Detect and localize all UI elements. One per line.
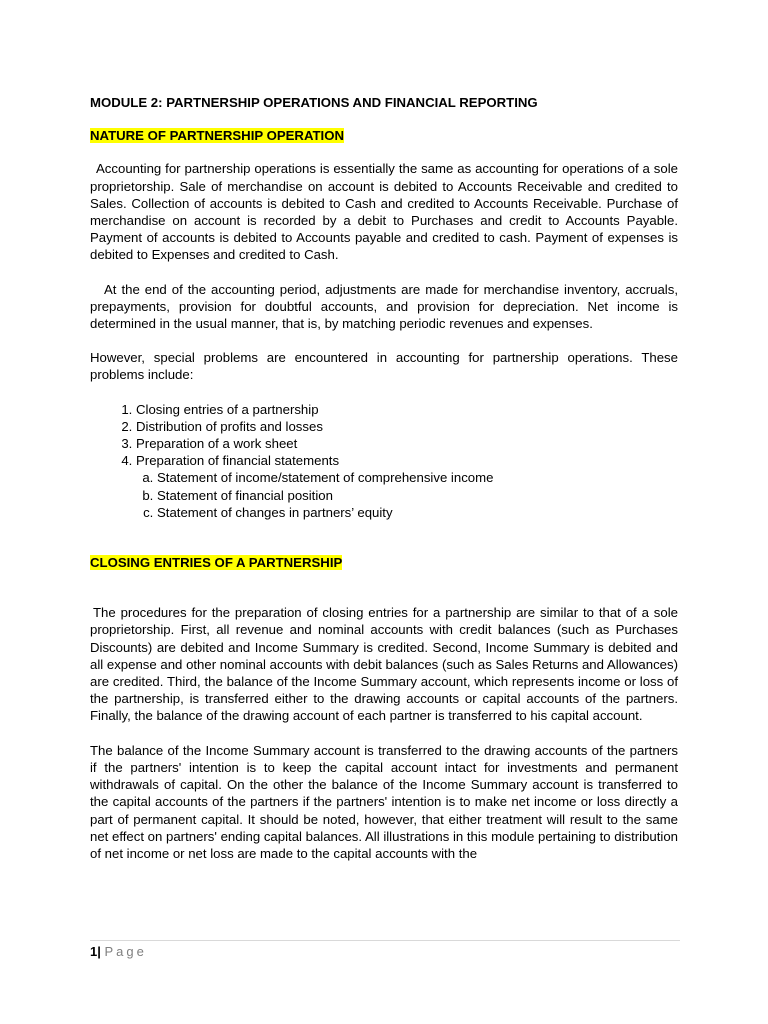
page-number: 1 xyxy=(90,944,98,959)
page-label: Page xyxy=(104,944,147,959)
list-item-label: Preparation of financial statements xyxy=(136,453,340,469)
paragraph-closing-1: The procedures for the preparation of closing entries for a partnership are similar to that of a sole proprietorship. First, all revenue and nominal accounts with credit balances (such as Purchases Discounts) are debited and Income Summary is credited. Second, Income Summary is debited and all expense and other nominal accounts with debit balances (such as Sales Returns and Allowances) are credited. Third, the balance of the Income Summary account, which represents income or loss of the partnership, is transferred either to the drawing accounts or capital accounts of the partners. Finally, the balance of the drawing account of each partner is transferred to his capital account. xyxy=(90,605,678,724)
page-separator: | xyxy=(97,944,101,959)
module-title: MODULE 2: PARTNERSHIP OPERATIONS AND FINANCIAL REPORTING xyxy=(90,95,538,110)
financial-statements-list xyxy=(136,469,678,521)
section-heading-closing xyxy=(90,554,678,571)
paragraph-nature-1: Accounting for partnership operations is essentially the same as accounting for operations of a sole proprietorship. Sale of merchandise on account is debited to Accounts Receivable and credited to Sales. Collection of accounts is debited to Cash and credited to Accounts Receivable. Purchase of merchandise on account is recorded by a debit to Purchases and credit to Accounts Payable. Payment of accounts is debited to Accounts payable and credited to cash. Payment of expenses is debited to Expenses and credited to Cash. xyxy=(90,161,678,263)
page-footer xyxy=(90,940,680,959)
section-heading-nature xyxy=(90,127,678,144)
list-item-financial-statements xyxy=(136,452,678,521)
paragraph-closing-2: The balance of the Income Summary account is transferred to the drawing accounts of the partners if the partners' intention is to keep the capital account intact for investments and permanent withdrawals of capital. On the other the balance of the Income Summary account is transferred to the capital accounts of the partners if the partners' intention is to make net income or loss directly a part of permanent capital. It should be noted, however, that either treatment will result to the same net effect on partners' ending capital balances. All illustrations in this module pertaining to distribution of net income or net loss are made to the capital accounts with the xyxy=(90,742,679,861)
list-item: 1. Closing entries of a partnership xyxy=(136,401,678,418)
sub-list-item: a. Statement of income/statement of comprehensive income xyxy=(157,469,678,486)
section-heading-closing-text: CLOSING ENTRIES OF A PARTNERSHIP xyxy=(90,555,343,571)
list-item: 3. Preparation of a work sheet xyxy=(136,435,678,452)
document-body xyxy=(90,94,678,862)
paragraph-nature-2: At the end of the accounting period, adjustments are made for merchandise inventory, accruals, prepayments, provision for doubtful accounts, and provision for depreciation. Net income is determined in the usual manner, that is, by matching periodic revenues and expenses. xyxy=(90,281,678,332)
paragraph-nature-3: However, special problems are encountered in accounting for partnership operations. These problems include: xyxy=(90,350,678,383)
section-heading-nature-text: NATURE OF PARTNERSHIP OPERATION xyxy=(90,128,344,144)
sub-list-item: c. Statement of changes in partners’ equity xyxy=(157,504,678,521)
problems-list xyxy=(90,401,678,521)
sub-list-item: b. Statement of financial position xyxy=(157,487,678,504)
list-item: 2. Distribution of profits and losses xyxy=(136,418,678,435)
